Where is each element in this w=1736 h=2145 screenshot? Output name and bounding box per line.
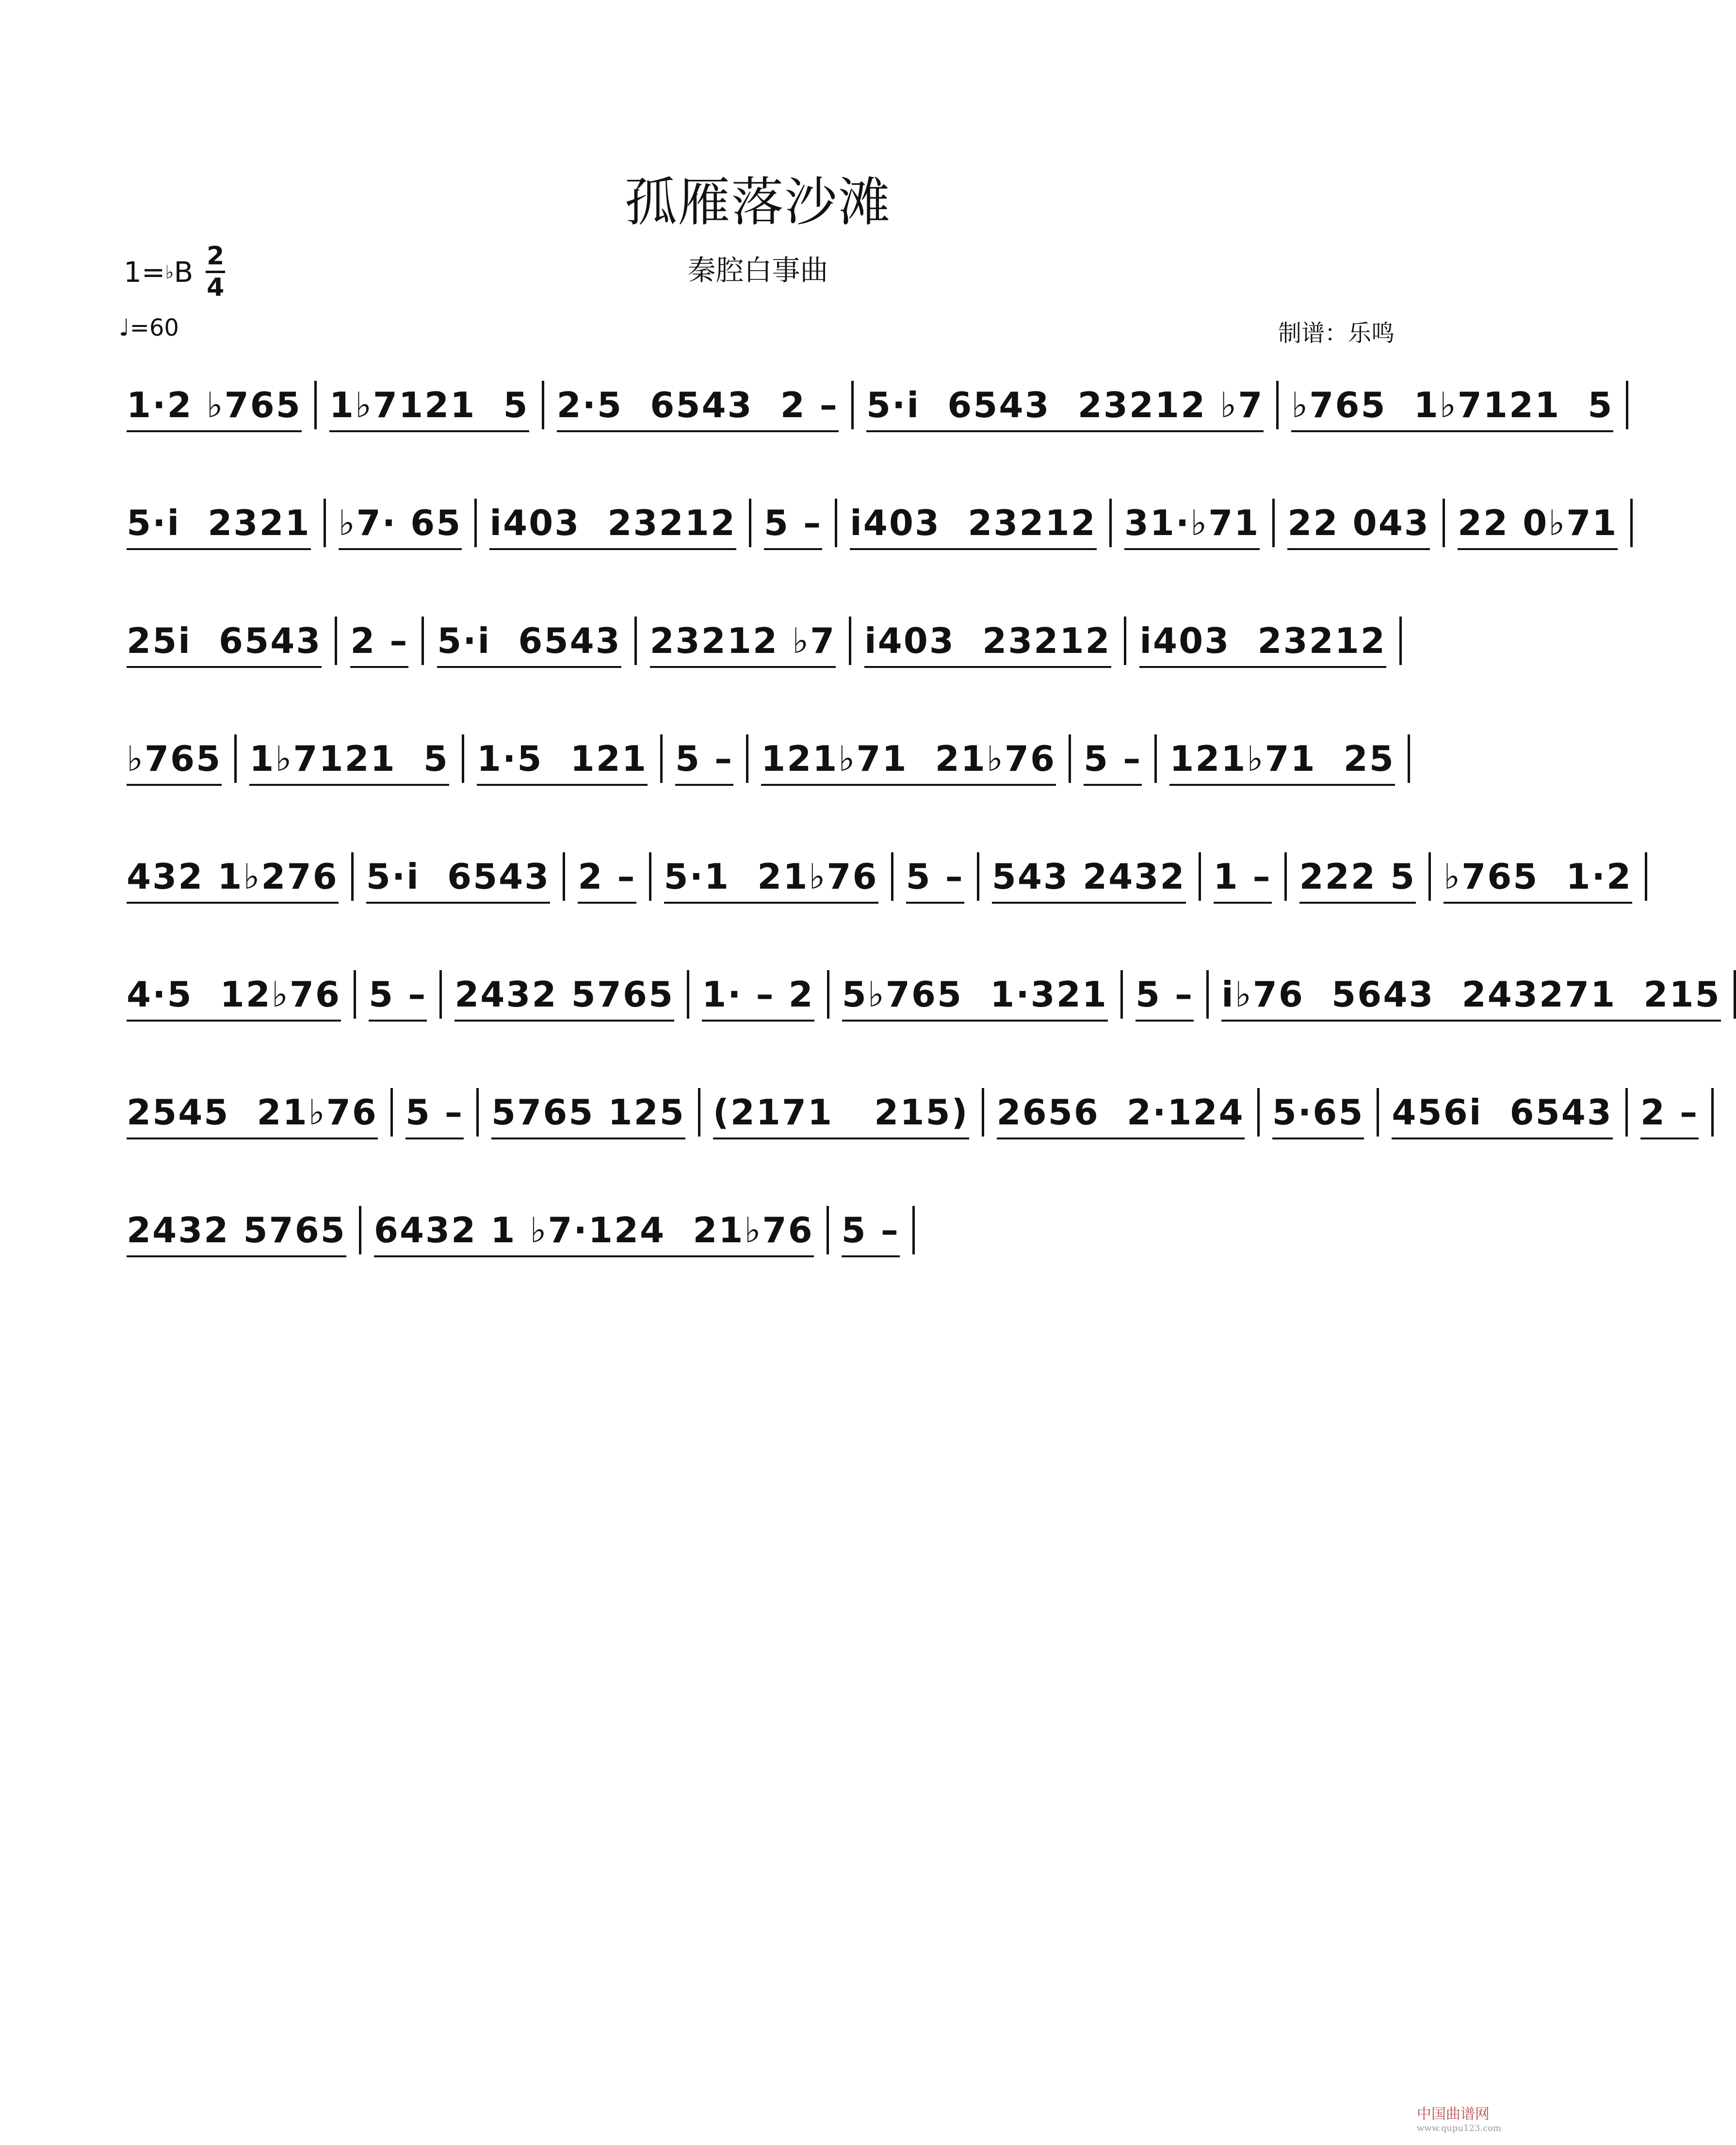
score-row: [114, 496, 1618, 614]
key-prefix: 1=: [124, 255, 165, 289]
score-body: [114, 378, 1721, 1321]
key-signature: [124, 243, 225, 301]
score-row-content: [114, 732, 1402, 785]
measure: 2 –: [565, 856, 649, 897]
measure: 5·i 6543: [354, 856, 563, 897]
measure: i403 23212: [852, 620, 1124, 661]
measure: 2 –: [338, 620, 421, 661]
measure: 1♭7121 5: [237, 738, 462, 779]
flat-icon: ♭: [165, 261, 174, 283]
measure: ♭765 1♭7121 5: [1279, 385, 1626, 425]
barline: [1645, 852, 1647, 901]
measure: 5 –: [393, 1092, 476, 1133]
measure: (2171 215): [700, 1092, 982, 1133]
measure: 5 –: [751, 503, 835, 543]
measure: 5 –: [893, 856, 977, 897]
barline: [1399, 617, 1402, 665]
measure: ♭765: [114, 738, 234, 779]
measure: 543 2432: [979, 856, 1199, 897]
measure: 2432 5765: [114, 1210, 359, 1251]
key-note: B: [174, 255, 194, 289]
score-row: [114, 850, 1633, 968]
page-title: 孤雁落沙滩: [624, 172, 892, 233]
watermark-url: www.qupu123.com: [1416, 2123, 1501, 2133]
measure: i403 23212: [477, 503, 749, 543]
score-row-content: [114, 614, 1402, 667]
measure: 25i 6543: [114, 620, 334, 661]
measure: 5765 125: [479, 1092, 698, 1133]
measure: 121♭71 21♭76: [748, 738, 1069, 779]
measure: 456i 6543: [1379, 1092, 1625, 1133]
measure: i403 23212: [1127, 620, 1399, 661]
measure: 121♭71 25: [1157, 738, 1408, 779]
barline: [849, 617, 851, 665]
measure: 23212 ♭7: [637, 620, 849, 661]
score-row: [114, 968, 1721, 1086]
barline: [1626, 381, 1628, 429]
barline: [634, 617, 637, 665]
measure: 222 5: [1287, 856, 1428, 897]
measure: 2656 2·124: [984, 1092, 1257, 1133]
measure: ♭7· 65: [326, 503, 475, 543]
barline: [1711, 1088, 1714, 1137]
watermark-logo: [1417, 2102, 1501, 2133]
measure: i♭76 5643 243271 215: [1209, 974, 1734, 1015]
barline: [912, 1206, 915, 1254]
measure: 5·65: [1260, 1092, 1377, 1133]
measure: 1·2 ♭765: [114, 385, 314, 425]
measure: 5 –: [829, 1210, 912, 1251]
barline: [335, 617, 337, 665]
measure: 22 0♭71: [1445, 503, 1631, 543]
watermark-text: 中国曲谱网: [1416, 2106, 1490, 2123]
tempo-marking: ♩=60: [119, 314, 179, 341]
measure: 5·1 21♭76: [651, 856, 891, 897]
score-row: [114, 1203, 1402, 1321]
measure: 2·5 6543 2 –: [544, 385, 851, 425]
score-row-content: [114, 850, 1633, 903]
measure: 1♭7121 5: [317, 385, 542, 425]
measure: 22 043: [1275, 503, 1443, 543]
measure: 5 –: [1071, 738, 1154, 779]
author-credit: 制谱：乐鸣: [1278, 320, 1395, 347]
score-row: [114, 732, 1402, 850]
time-signature-bottom: 4: [207, 273, 225, 302]
score-row-content: [114, 1203, 1402, 1257]
barline: [1630, 499, 1633, 547]
measure: 5 –: [356, 974, 439, 1015]
measure: 2432 5765: [442, 974, 687, 1015]
barline: [1734, 970, 1736, 1019]
score-row: [114, 1086, 1699, 1203]
measure: i403 23212: [837, 503, 1109, 543]
barline: [422, 617, 424, 665]
score-row-content: [114, 496, 1618, 550]
score-row: [114, 378, 1614, 496]
barline: [1124, 617, 1126, 665]
measure: 5·i 2321: [114, 503, 324, 543]
measure: 1 –: [1201, 856, 1284, 897]
measure: 5♭765 1·321: [829, 974, 1120, 1015]
measure: 1·5 121: [464, 738, 660, 779]
measure: 2 –: [1628, 1092, 1711, 1133]
measure: 2545 21♭76: [114, 1092, 390, 1133]
page-subtitle: 秦腔白事曲: [687, 254, 828, 287]
score-row-content: [114, 378, 1614, 432]
measure: 4·5 12♭76: [114, 974, 354, 1015]
measure: 6432 1 ♭7·124 21♭76: [361, 1210, 827, 1251]
score-row: [114, 614, 1402, 732]
score-row-content: [114, 1086, 1699, 1139]
barline: [1408, 734, 1410, 783]
measure: 5·i 6543 23212 ♭7: [854, 385, 1276, 425]
time-signature: [206, 243, 225, 301]
measure: 1· – 2: [689, 974, 827, 1015]
measure: ♭765 1·2: [1431, 856, 1645, 897]
time-signature-top: 2: [207, 242, 225, 271]
measure: 31·♭71: [1112, 503, 1273, 543]
score-row-content: [114, 968, 1721, 1021]
measure: 5·i 6543: [424, 620, 634, 661]
measure: 5 –: [1123, 974, 1206, 1015]
measure: 432 1♭276: [114, 856, 351, 897]
measure: 5 –: [663, 738, 746, 779]
